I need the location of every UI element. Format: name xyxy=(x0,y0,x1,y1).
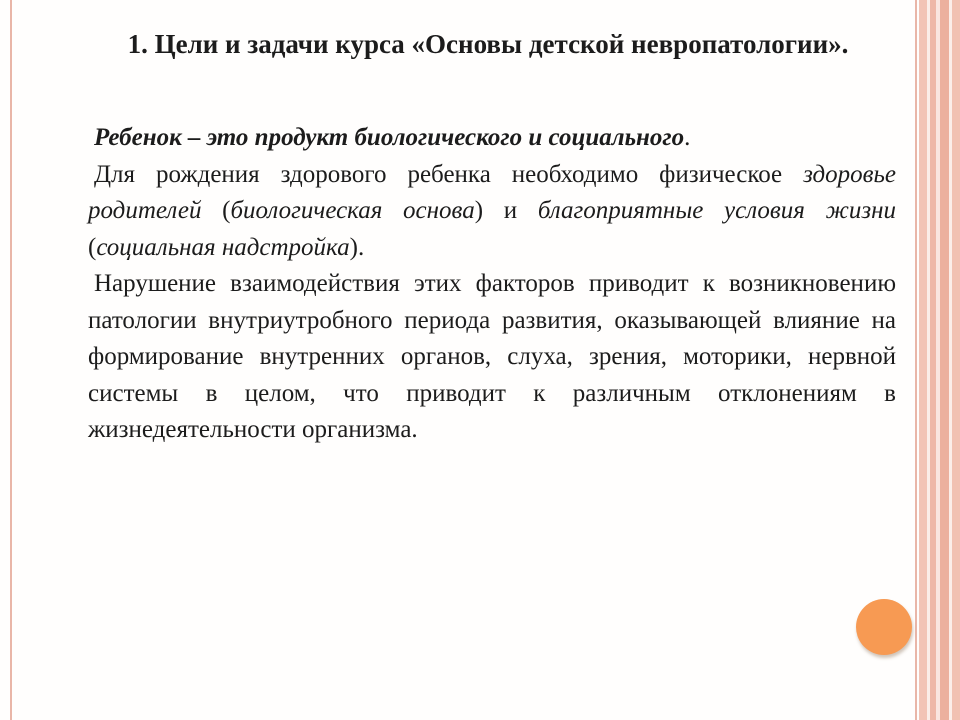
p2-italic-1: здоровье родителей xyxy=(88,160,896,224)
paragraph-2 xyxy=(88,157,896,267)
p2-text-1: Для рождения здорового ребенка необходимо физическое xyxy=(94,160,804,188)
p2-italic-2: биологическая основа xyxy=(230,197,475,224)
p2-italic-4: социальная надстройка xyxy=(96,233,350,261)
decorative-stripes xyxy=(919,0,960,720)
slide-body xyxy=(88,120,896,449)
key-statement-end: . xyxy=(684,124,691,151)
p2-text-4: ( xyxy=(88,233,97,261)
paragraph-3 xyxy=(88,266,896,449)
right-frame-line xyxy=(915,0,917,720)
p2-text-5: ). xyxy=(349,233,365,261)
p3-text: Нарушение взаимодействия этих факторов приводит к возникновению патологии внутриутробного периода развития, оказывающей влияние на формирование внутренних органов, слуха, зрения, моторики, нервной системы в целом, что приводит к различным отклонениям в жизнедеятельности организма. xyxy=(88,270,896,443)
p2-italic-3: благоприятные условия жизни xyxy=(537,197,896,224)
paragraph-1 xyxy=(88,120,896,157)
p2-text-3: ) и xyxy=(474,197,538,224)
p2-text-2: ( xyxy=(201,197,231,224)
slide-title: 1. Цели и задачи курса «Основы детской невропатологии». xyxy=(127,29,849,59)
key-statement: Ребенок – это продукт биологического и социального xyxy=(94,124,685,151)
left-frame-line xyxy=(10,0,12,720)
orange-circle-icon xyxy=(856,599,912,655)
